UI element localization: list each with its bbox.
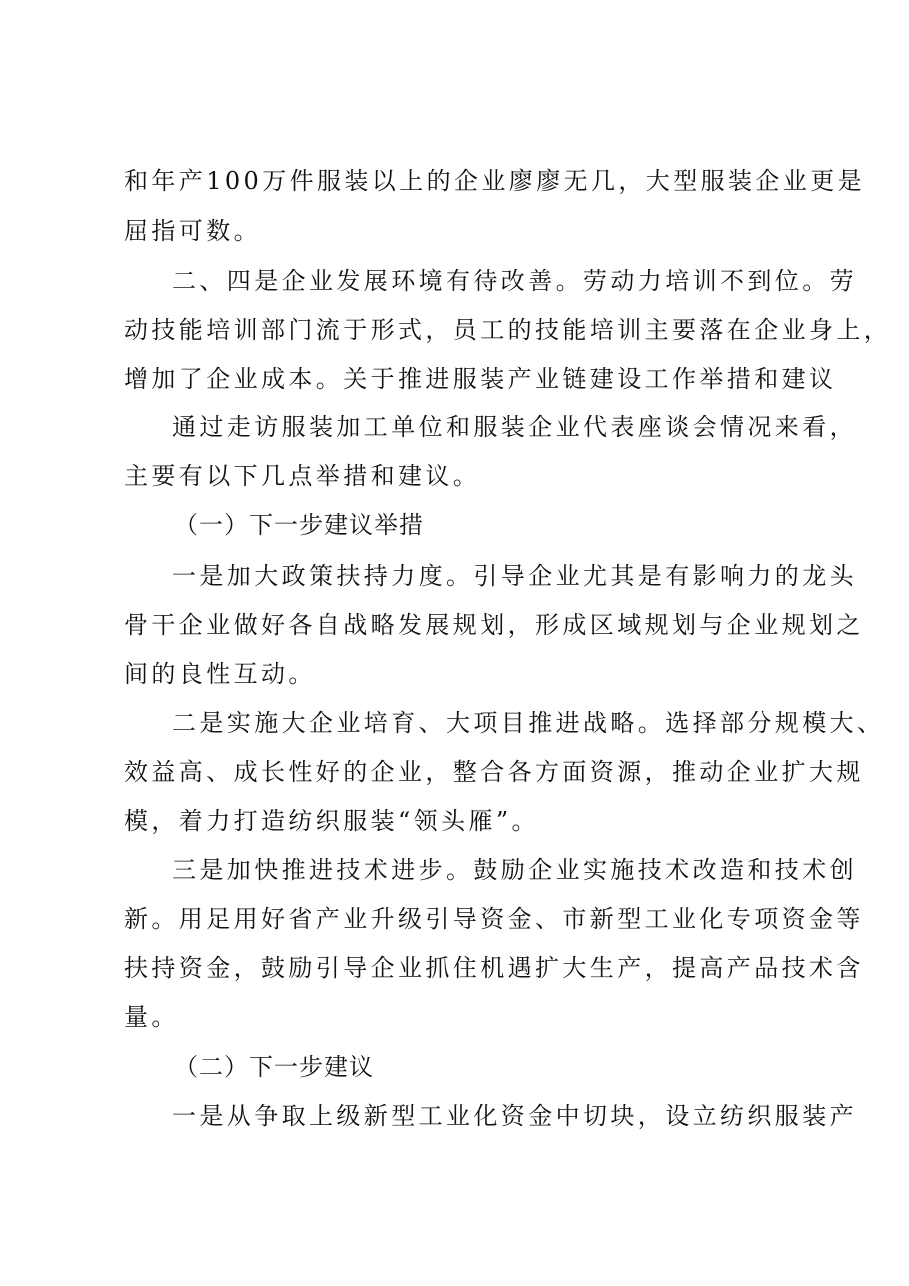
text-line: 二、四是企业发展环境有待改善。劳动力培训不到位。劳 [172,267,857,295]
text-line: 增加了企业成本。关于推进服装产业链建设工作举措和建议 [124,365,837,393]
text-line: 扶持资金，鼓励引导企业抓住机遇扩大生产，提高产品技术含 [124,954,864,982]
text-line: 三是加快推进技术进步。鼓励企业实施技术改造和技术创 [172,856,857,884]
text-line: 骨干企业做好各自战略发展规划，形成区域规划与企业规划之 [124,611,864,639]
text-line: 和年产100万件服装以上的企业廖廖无几，大型服装企业更是 [124,167,866,195]
section-heading: （二）下一步建议 [174,1053,374,1081]
text-line: 通过走访服装加工单位和服装企业代表座谈会情况来看， [172,413,857,441]
text-line: 一是加大政策扶持力度。引导企业尤其是有影响力的龙头 [172,562,857,590]
text-line: 量。 [124,1003,179,1031]
text-line: 动技能培训部门流于形式，员工的技能培训主要落在企业身上， [124,316,892,344]
text-line: 二是实施大企业培育、大项目推进战略。选择部分规模大、 [172,709,885,737]
text-line: 新。用足用好省产业升级引导资金、市新型工业化专项资金等 [124,905,864,933]
section-heading: （一）下一步建议举措 [174,511,424,539]
text-line: 一是从争取上级新型工业化资金中切块，设立纺织服装产 [172,1102,857,1130]
text-line: 效益高、成长性好的企业，整合各方面资源，推动企业扩大规 [124,758,864,786]
text-line: 模，着力打造纺织服装“领头雁”。 [124,807,539,835]
text-line: 间的良性互动。 [124,660,316,688]
text-line: 屈指可数。 [124,217,261,245]
text-line: 主要有以下几点举措和建议。 [124,462,481,490]
